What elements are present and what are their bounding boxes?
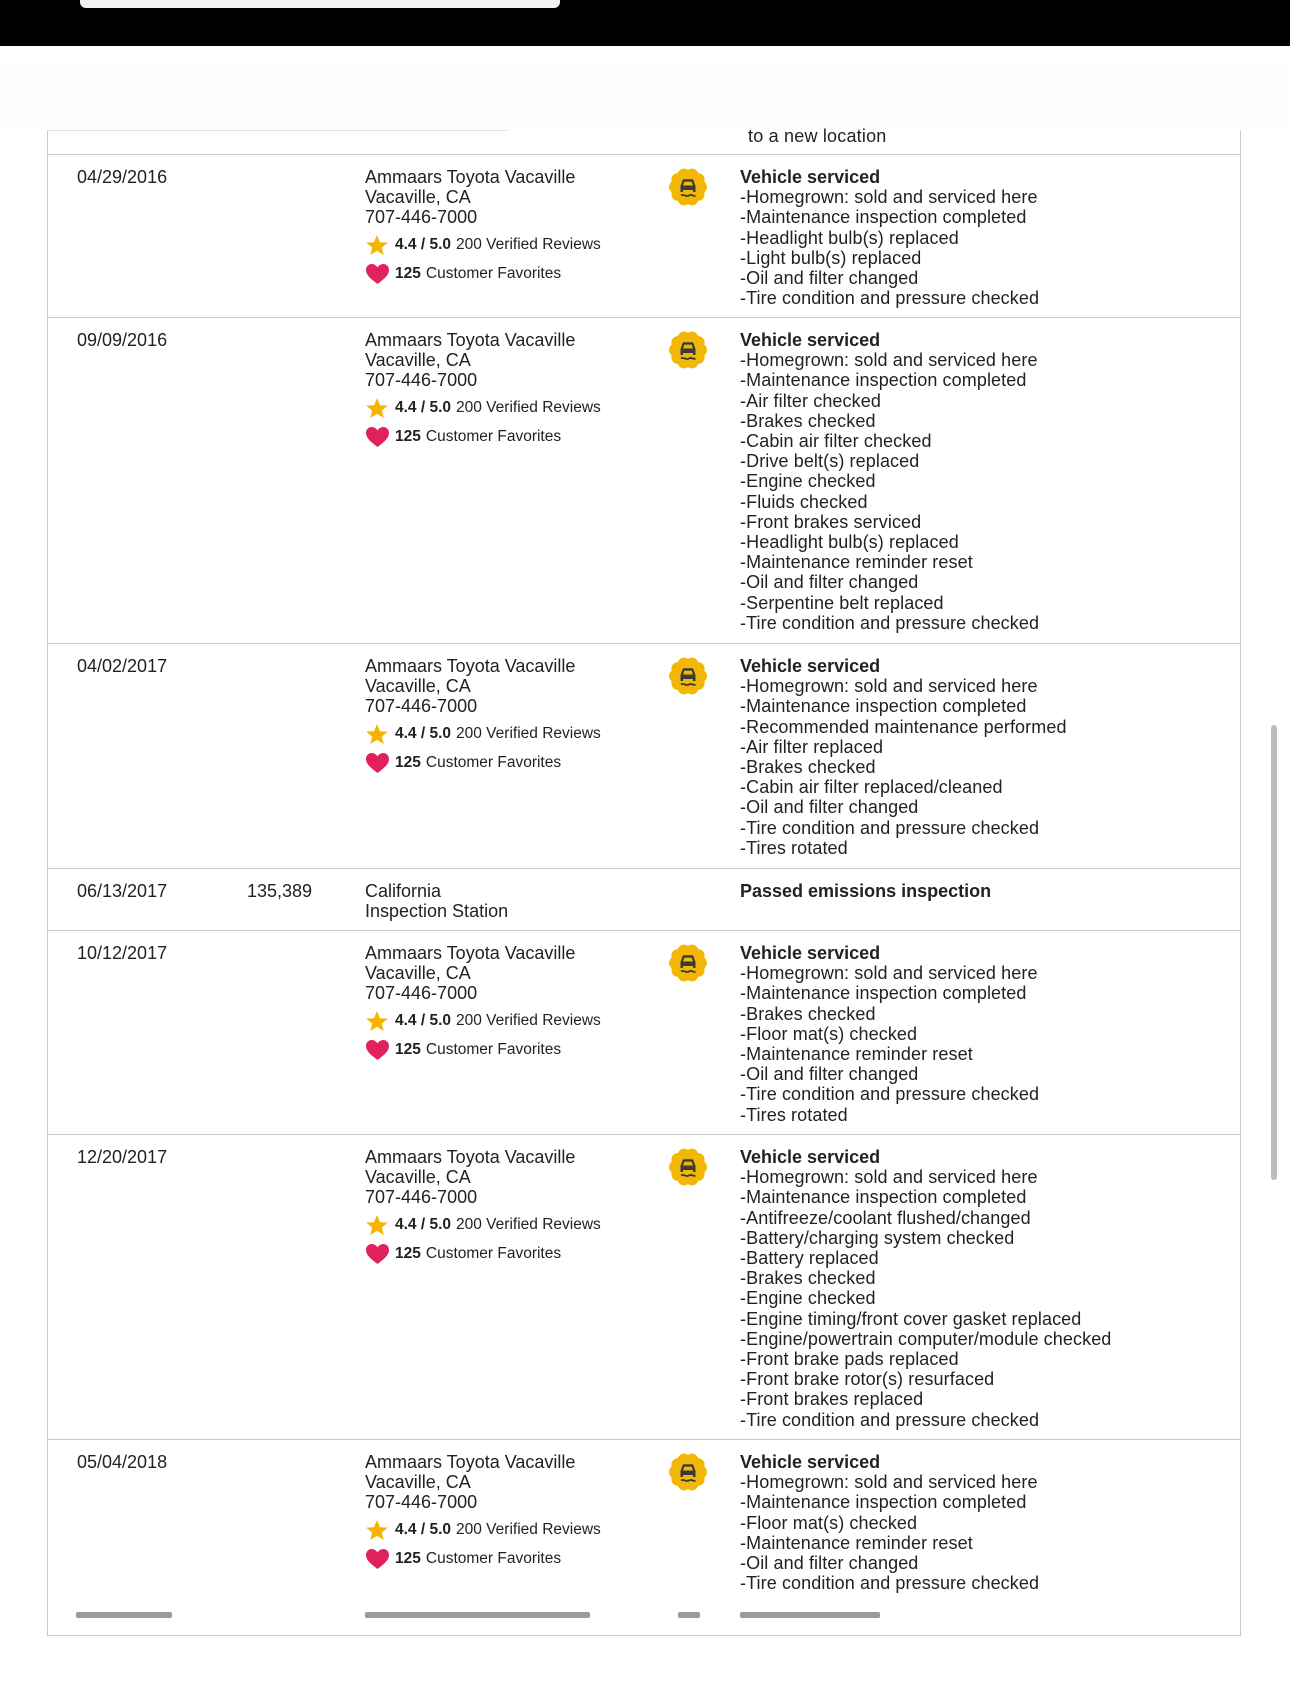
- service-item-text: Brakes checked: [746, 757, 876, 778]
- table-row: [48, 869, 1240, 931]
- service-item-text: Tire condition and pressure checked: [746, 288, 1040, 309]
- favorites-count: 125: [395, 1245, 421, 1262]
- service-details: [740, 167, 1220, 308]
- bullet-dash: -: [740, 491, 747, 512]
- service-item: [740, 1167, 1220, 1187]
- rating-value: 4.4 / 5.0: [395, 725, 452, 742]
- table-row-partial: [48, 126, 1240, 155]
- service-item-text: Oil and filter changed: [746, 1064, 919, 1085]
- provider-favorites[interactable]: [365, 262, 665, 286]
- service-item: [740, 411, 1220, 431]
- car-service-badge-icon: [668, 1452, 708, 1492]
- service-item: [740, 1248, 1220, 1268]
- star-icon: [365, 1010, 389, 1032]
- service-item: [740, 248, 1220, 268]
- service-item-text: Serpentine belt replaced: [746, 592, 944, 613]
- heart-icon: [365, 1548, 390, 1570]
- table-row: [48, 155, 1240, 318]
- heart-icon: [365, 1243, 390, 1265]
- bullet-dash: -: [740, 431, 747, 452]
- bullet-dash: -: [740, 207, 747, 228]
- provider-phone[interactable]: 707-446-7000: [365, 983, 478, 1003]
- bullet-dash: -: [740, 1409, 747, 1430]
- star-icon: [365, 1519, 389, 1541]
- service-item: [740, 1268, 1220, 1288]
- service-item-text: Floor mat(s) checked: [746, 1023, 918, 1044]
- service-item: [740, 512, 1220, 532]
- service-title: Vehicle serviced: [740, 167, 881, 187]
- service-item: [740, 207, 1220, 227]
- favorites-count: 125: [395, 428, 421, 445]
- car-service-badge-icon: [668, 943, 708, 983]
- bullet-dash: -: [740, 1288, 747, 1309]
- bullet-dash: -: [740, 1532, 747, 1553]
- service-item-text: Maintenance inspection completed: [746, 207, 1027, 228]
- provider-phone[interactable]: 707-446-7000: [365, 696, 478, 716]
- reviews-count: 200 Verified Reviews: [456, 399, 601, 416]
- service-item: [740, 370, 1220, 390]
- bullet-dash: -: [740, 676, 747, 697]
- reviews-count: 200 Verified Reviews: [456, 725, 601, 742]
- service-item: [740, 552, 1220, 572]
- service-item-text: Front brake rotor(s) resurfaced: [746, 1369, 995, 1390]
- provider-rating[interactable]: [365, 1213, 665, 1237]
- service-item-text: Oil and filter changed: [746, 268, 919, 289]
- service-item-text: Headlight bulb(s) replaced: [746, 227, 959, 248]
- service-item: [740, 838, 1220, 858]
- bullet-dash: -: [740, 370, 747, 391]
- bullet-dash: -: [740, 1207, 747, 1228]
- bullet-dash: -: [740, 410, 747, 431]
- service-item-text: Engine timing/front cover gasket replaced: [746, 1308, 1082, 1329]
- favorites-label: Customer Favorites: [425, 1245, 562, 1262]
- bullet-dash: -: [740, 1308, 747, 1329]
- favorites-count: 125: [395, 265, 421, 282]
- favorites-label: Customer Favorites: [425, 428, 562, 445]
- service-item: [740, 676, 1220, 696]
- service-item-text: Maintenance inspection completed: [746, 370, 1027, 391]
- provider-phone[interactable]: 707-446-7000: [365, 207, 478, 227]
- bullet-dash: -: [740, 612, 747, 633]
- provider-favorites[interactable]: [365, 1242, 665, 1266]
- provider-name[interactable]: California: [365, 881, 442, 901]
- service-item-text: Maintenance reminder reset: [746, 1532, 973, 1553]
- service-item: [740, 268, 1220, 288]
- provider-favorites[interactable]: [365, 425, 665, 449]
- table-row: [48, 318, 1240, 644]
- service-item-text: Tire condition and pressure checked: [746, 1084, 1040, 1105]
- bullet-dash: -: [740, 1492, 747, 1513]
- service-item: [740, 1410, 1220, 1430]
- service-item: [740, 1329, 1220, 1349]
- service-item-text: Maintenance reminder reset: [746, 552, 973, 573]
- provider-name[interactable]: Ammaars Toyota Vacaville: [365, 1452, 576, 1472]
- service-item: [740, 451, 1220, 471]
- rating-value: 4.4 / 5.0: [395, 1216, 452, 1233]
- ghost-text: [76, 1612, 172, 1618]
- bullet-dash: -: [740, 1248, 747, 1269]
- service-history-table: [47, 126, 1241, 1636]
- provider-location: Vacaville, CA: [365, 676, 471, 696]
- bullet-dash: -: [740, 288, 747, 309]
- service-items: [740, 350, 1220, 633]
- provider-location: Inspection Station: [365, 901, 509, 921]
- service-item-text: Brakes checked: [746, 1003, 876, 1024]
- service-item-text: Engine checked: [746, 471, 876, 492]
- service-item-text: Cabin air filter replaced/cleaned: [746, 777, 1003, 798]
- service-item: [740, 1208, 1220, 1228]
- bullet-dash: -: [740, 247, 747, 268]
- service-item-text: Oil and filter changed: [746, 797, 919, 818]
- provider-name[interactable]: Ammaars Toyota Vacaville: [365, 1147, 576, 1167]
- service-item-text: Maintenance reminder reset: [746, 1044, 973, 1065]
- service-provider: [365, 656, 665, 775]
- bullet-dash: -: [740, 511, 747, 532]
- service-item-text: Tire condition and pressure checked: [746, 1409, 1040, 1430]
- service-item-text: Battery replaced: [746, 1248, 879, 1269]
- rating-value: 4.4 / 5.0: [395, 399, 452, 416]
- bullet-dash: -: [740, 592, 747, 613]
- header-spacer: [0, 46, 1290, 130]
- service-item: [740, 1024, 1220, 1044]
- service-title: Vehicle serviced: [740, 330, 881, 350]
- service-item-text: Light bulb(s) replaced: [746, 247, 922, 268]
- bullet-dash: -: [740, 390, 747, 411]
- service-details: [740, 1147, 1220, 1430]
- service-item: [740, 1064, 1220, 1084]
- service-item-text: Homegrown: sold and serviced here: [746, 1472, 1038, 1493]
- service-item: [740, 1084, 1220, 1104]
- service-item-text: Homegrown: sold and serviced here: [746, 1167, 1038, 1188]
- service-item-text: Cabin air filter checked: [746, 431, 932, 452]
- provider-phone[interactable]: 707-446-7000: [365, 1492, 478, 1512]
- service-title: Vehicle serviced: [740, 943, 881, 963]
- service-item-text: Engine/powertrain computer/module checked: [746, 1328, 1112, 1349]
- service-item-text: Homegrown: sold and serviced here: [746, 350, 1038, 371]
- service-item-text: Fluids checked: [746, 491, 868, 512]
- service-item-text: Engine checked: [746, 1288, 876, 1309]
- service-item: [740, 613, 1220, 633]
- rating-value: 4.4 / 5.0: [395, 1012, 452, 1029]
- bullet-dash: -: [740, 1044, 747, 1065]
- service-title: Vehicle serviced: [740, 1452, 881, 1472]
- bullet-dash: -: [740, 572, 747, 593]
- bullet-dash: -: [740, 1104, 747, 1125]
- service-item: [740, 737, 1220, 757]
- service-item: [740, 818, 1220, 838]
- service-details: [740, 330, 1220, 633]
- record-rows: [48, 155, 1240, 1636]
- bullet-dash: -: [740, 552, 747, 573]
- heart-icon: [365, 752, 390, 774]
- bullet-dash: -: [740, 716, 747, 737]
- bullet-dash: -: [740, 350, 747, 371]
- record-detail-fragment: to a new location: [748, 126, 887, 146]
- heart-icon: [365, 263, 390, 285]
- service-item: [740, 757, 1220, 777]
- bullet-dash: -: [740, 268, 747, 289]
- reviews-count: 200 Verified Reviews: [456, 1012, 601, 1029]
- service-details: [740, 656, 1220, 858]
- service-item: [740, 431, 1220, 451]
- table-row-partial: [47, 1610, 1241, 1618]
- bullet-dash: -: [740, 227, 747, 248]
- service-item-text: Air filter replaced: [746, 736, 884, 757]
- service-provider: [365, 943, 665, 1062]
- table-row: [48, 1440, 1240, 1636]
- service-item-text: Drive belt(s) replaced: [746, 451, 920, 472]
- service-item: [740, 1533, 1220, 1553]
- rating-value: 4.4 / 5.0: [395, 1521, 452, 1538]
- service-provider: [365, 881, 665, 921]
- bullet-dash: -: [740, 777, 747, 798]
- bullet-dash: -: [740, 1553, 747, 1574]
- service-item: [740, 1044, 1220, 1064]
- provider-name[interactable]: Ammaars Toyota Vacaville: [365, 943, 576, 963]
- provider-rating[interactable]: [365, 1009, 665, 1033]
- ghost-text: [365, 1612, 590, 1618]
- provider-rating[interactable]: [365, 1518, 665, 1542]
- provider-favorites[interactable]: [365, 1547, 665, 1571]
- status-bar: [0, 0, 1290, 46]
- odometer-reading: 135,389: [247, 881, 313, 901]
- bullet-dash: -: [740, 797, 747, 818]
- service-item-text: Maintenance inspection completed: [746, 1187, 1027, 1208]
- bullet-dash: -: [740, 1084, 747, 1105]
- favorites-label: Customer Favorites: [425, 754, 562, 771]
- bullet-dash: -: [740, 1023, 747, 1044]
- heart-icon: [365, 1039, 390, 1061]
- bullet-dash: -: [740, 983, 747, 1004]
- service-item: [740, 797, 1220, 817]
- bullet-dash: -: [740, 1369, 747, 1390]
- ghost-text: [740, 1612, 880, 1618]
- provider-phone[interactable]: 707-446-7000: [365, 370, 478, 390]
- service-item-text: Maintenance inspection completed: [746, 696, 1027, 717]
- provider-rating[interactable]: [365, 233, 665, 257]
- reviews-count: 200 Verified Reviews: [456, 236, 601, 253]
- favorites-count: 125: [395, 1041, 421, 1058]
- service-item-text: Battery/charging system checked: [746, 1227, 1015, 1248]
- service-item-text: Tires rotated: [746, 1104, 848, 1125]
- service-items: [740, 1167, 1220, 1430]
- reviews-count: 200 Verified Reviews: [456, 1216, 601, 1233]
- provider-name[interactable]: Ammaars Toyota Vacaville: [365, 330, 576, 350]
- service-title: Vehicle serviced: [740, 1147, 881, 1167]
- service-item: [740, 777, 1220, 797]
- bullet-dash: -: [740, 1472, 747, 1493]
- service-item: [740, 1492, 1220, 1512]
- bullet-dash: -: [740, 817, 747, 838]
- service-item: [740, 717, 1220, 737]
- service-date: 04/29/2016: [77, 167, 168, 187]
- provider-rating[interactable]: [365, 722, 665, 746]
- favorites-label: Customer Favorites: [425, 1550, 562, 1567]
- service-item-text: Homegrown: sold and serviced here: [746, 676, 1038, 697]
- service-item: [740, 963, 1220, 983]
- service-provider: [365, 1147, 665, 1266]
- service-item-text: Headlight bulb(s) replaced: [746, 532, 959, 553]
- service-date: 05/04/2018: [77, 1452, 168, 1472]
- provider-rating[interactable]: [365, 396, 665, 420]
- service-item: [740, 1573, 1220, 1593]
- divider: [48, 130, 510, 131]
- service-date: 04/02/2017: [77, 656, 168, 676]
- bullet-dash: -: [740, 696, 747, 717]
- service-item-text: Front brakes replaced: [746, 1389, 924, 1410]
- service-item: [740, 288, 1220, 308]
- service-item-text: Maintenance inspection completed: [746, 1492, 1027, 1513]
- service-item-text: Antifreeze/coolant flushed/changed: [746, 1207, 1031, 1228]
- bullet-dash: -: [740, 1003, 747, 1024]
- car-service-badge-icon: [668, 1147, 708, 1187]
- service-date: 09/09/2016: [77, 330, 168, 350]
- table-row: [48, 1135, 1240, 1440]
- service-provider: [365, 167, 665, 286]
- service-item: [740, 228, 1220, 248]
- scrollbar[interactable]: [1271, 725, 1277, 1180]
- service-item: [740, 1349, 1220, 1369]
- service-item: [740, 593, 1220, 613]
- service-item: [740, 1187, 1220, 1207]
- provider-location: Vacaville, CA: [365, 187, 471, 207]
- bullet-dash: -: [740, 757, 747, 778]
- service-items: [740, 1472, 1220, 1593]
- service-item: [740, 1389, 1220, 1409]
- service-item-text: Brakes checked: [746, 1268, 876, 1289]
- provider-phone[interactable]: 707-446-7000: [365, 1187, 478, 1207]
- service-title: Passed emissions inspection: [740, 881, 992, 901]
- ghost-text: [678, 1612, 700, 1618]
- service-item: [740, 1228, 1220, 1248]
- bullet-dash: -: [740, 1389, 747, 1410]
- provider-location: Vacaville, CA: [365, 350, 471, 370]
- favorites-label: Customer Favorites: [425, 265, 562, 282]
- service-items: [740, 676, 1220, 858]
- star-icon: [365, 1214, 389, 1236]
- bullet-dash: -: [740, 736, 747, 757]
- service-items: [740, 963, 1220, 1125]
- bullet-dash: -: [740, 532, 747, 553]
- bullet-dash: -: [740, 1328, 747, 1349]
- service-item-text: Front brakes serviced: [746, 511, 922, 532]
- service-item: [740, 572, 1220, 592]
- bullet-dash: -: [740, 963, 747, 984]
- heart-icon: [365, 426, 390, 448]
- favorites-count: 125: [395, 1550, 421, 1567]
- service-date: 10/12/2017: [77, 943, 168, 963]
- table-row: [48, 644, 1240, 869]
- star-icon: [365, 723, 389, 745]
- bullet-dash: -: [740, 1349, 747, 1370]
- service-item: [740, 1105, 1220, 1125]
- service-details: [740, 943, 1220, 1125]
- service-item: [740, 1288, 1220, 1308]
- provider-location: Vacaville, CA: [365, 1472, 471, 1492]
- service-item: [740, 350, 1220, 370]
- table-row: [48, 931, 1240, 1135]
- bullet-dash: -: [740, 837, 747, 858]
- car-service-badge-icon: [668, 330, 708, 370]
- provider-favorites[interactable]: [365, 751, 665, 775]
- service-item-text: Tire condition and pressure checked: [746, 1573, 1040, 1594]
- service-details: [740, 1452, 1220, 1593]
- bullet-dash: -: [740, 1167, 747, 1188]
- service-item: [740, 471, 1220, 491]
- bullet-dash: -: [740, 451, 747, 472]
- service-item: [740, 1004, 1220, 1024]
- bullet-dash: -: [740, 1573, 747, 1594]
- service-item-text: Recommended maintenance performed: [746, 716, 1067, 737]
- service-item-text: Oil and filter changed: [746, 1553, 919, 1574]
- rating-value: 4.4 / 5.0: [395, 236, 452, 253]
- service-item-text: Floor mat(s) checked: [746, 1512, 918, 1533]
- car-service-badge-icon: [668, 656, 708, 696]
- star-icon: [365, 397, 389, 419]
- service-date: 06/13/2017: [77, 881, 168, 901]
- service-item-text: Tire condition and pressure checked: [746, 612, 1040, 633]
- service-item: [740, 1513, 1220, 1533]
- service-item: [740, 532, 1220, 552]
- service-item: [740, 187, 1220, 207]
- service-item-text: Tire condition and pressure checked: [746, 817, 1040, 838]
- service-item-text: Homegrown: sold and serviced here: [746, 187, 1038, 208]
- service-provider: [365, 1452, 665, 1571]
- service-item: [740, 1553, 1220, 1573]
- service-item-text: Front brake pads replaced: [746, 1349, 959, 1370]
- status-bar-handle: [80, 0, 560, 8]
- service-item-text: Oil and filter changed: [746, 572, 919, 593]
- service-item: [740, 983, 1220, 1003]
- service-item-text: Air filter checked: [746, 390, 881, 411]
- service-title: Vehicle serviced: [740, 656, 881, 676]
- provider-name[interactable]: Ammaars Toyota Vacaville: [365, 167, 576, 187]
- favorites-label: Customer Favorites: [425, 1041, 562, 1058]
- service-item: [740, 1472, 1220, 1492]
- provider-name[interactable]: Ammaars Toyota Vacaville: [365, 656, 576, 676]
- service-item-text: Homegrown: sold and serviced here: [746, 963, 1038, 984]
- service-item: [740, 1369, 1220, 1389]
- bullet-dash: -: [740, 471, 747, 492]
- bullet-dash: -: [740, 187, 747, 208]
- provider-favorites[interactable]: [365, 1038, 665, 1062]
- service-details: [740, 881, 1220, 901]
- provider-location: Vacaville, CA: [365, 1167, 471, 1187]
- bullet-dash: -: [740, 1268, 747, 1289]
- service-item-text: Brakes checked: [746, 410, 876, 431]
- service-date: 12/20/2017: [77, 1147, 168, 1167]
- favorites-count: 125: [395, 754, 421, 771]
- service-item: [740, 391, 1220, 411]
- provider-location: Vacaville, CA: [365, 963, 471, 983]
- bullet-dash: -: [740, 1187, 747, 1208]
- car-service-badge-icon: [668, 167, 708, 207]
- bullet-dash: -: [740, 1064, 747, 1085]
- service-item-text: Maintenance inspection completed: [746, 983, 1027, 1004]
- service-item: [740, 1309, 1220, 1329]
- bullet-dash: -: [740, 1512, 747, 1533]
- service-item: [740, 492, 1220, 512]
- service-items: [740, 187, 1220, 308]
- reviews-count: 200 Verified Reviews: [456, 1521, 601, 1538]
- service-item: [740, 696, 1220, 716]
- bullet-dash: -: [740, 1227, 747, 1248]
- service-provider: [365, 330, 665, 449]
- star-icon: [365, 234, 389, 256]
- service-item-text: Tires rotated: [746, 837, 848, 858]
